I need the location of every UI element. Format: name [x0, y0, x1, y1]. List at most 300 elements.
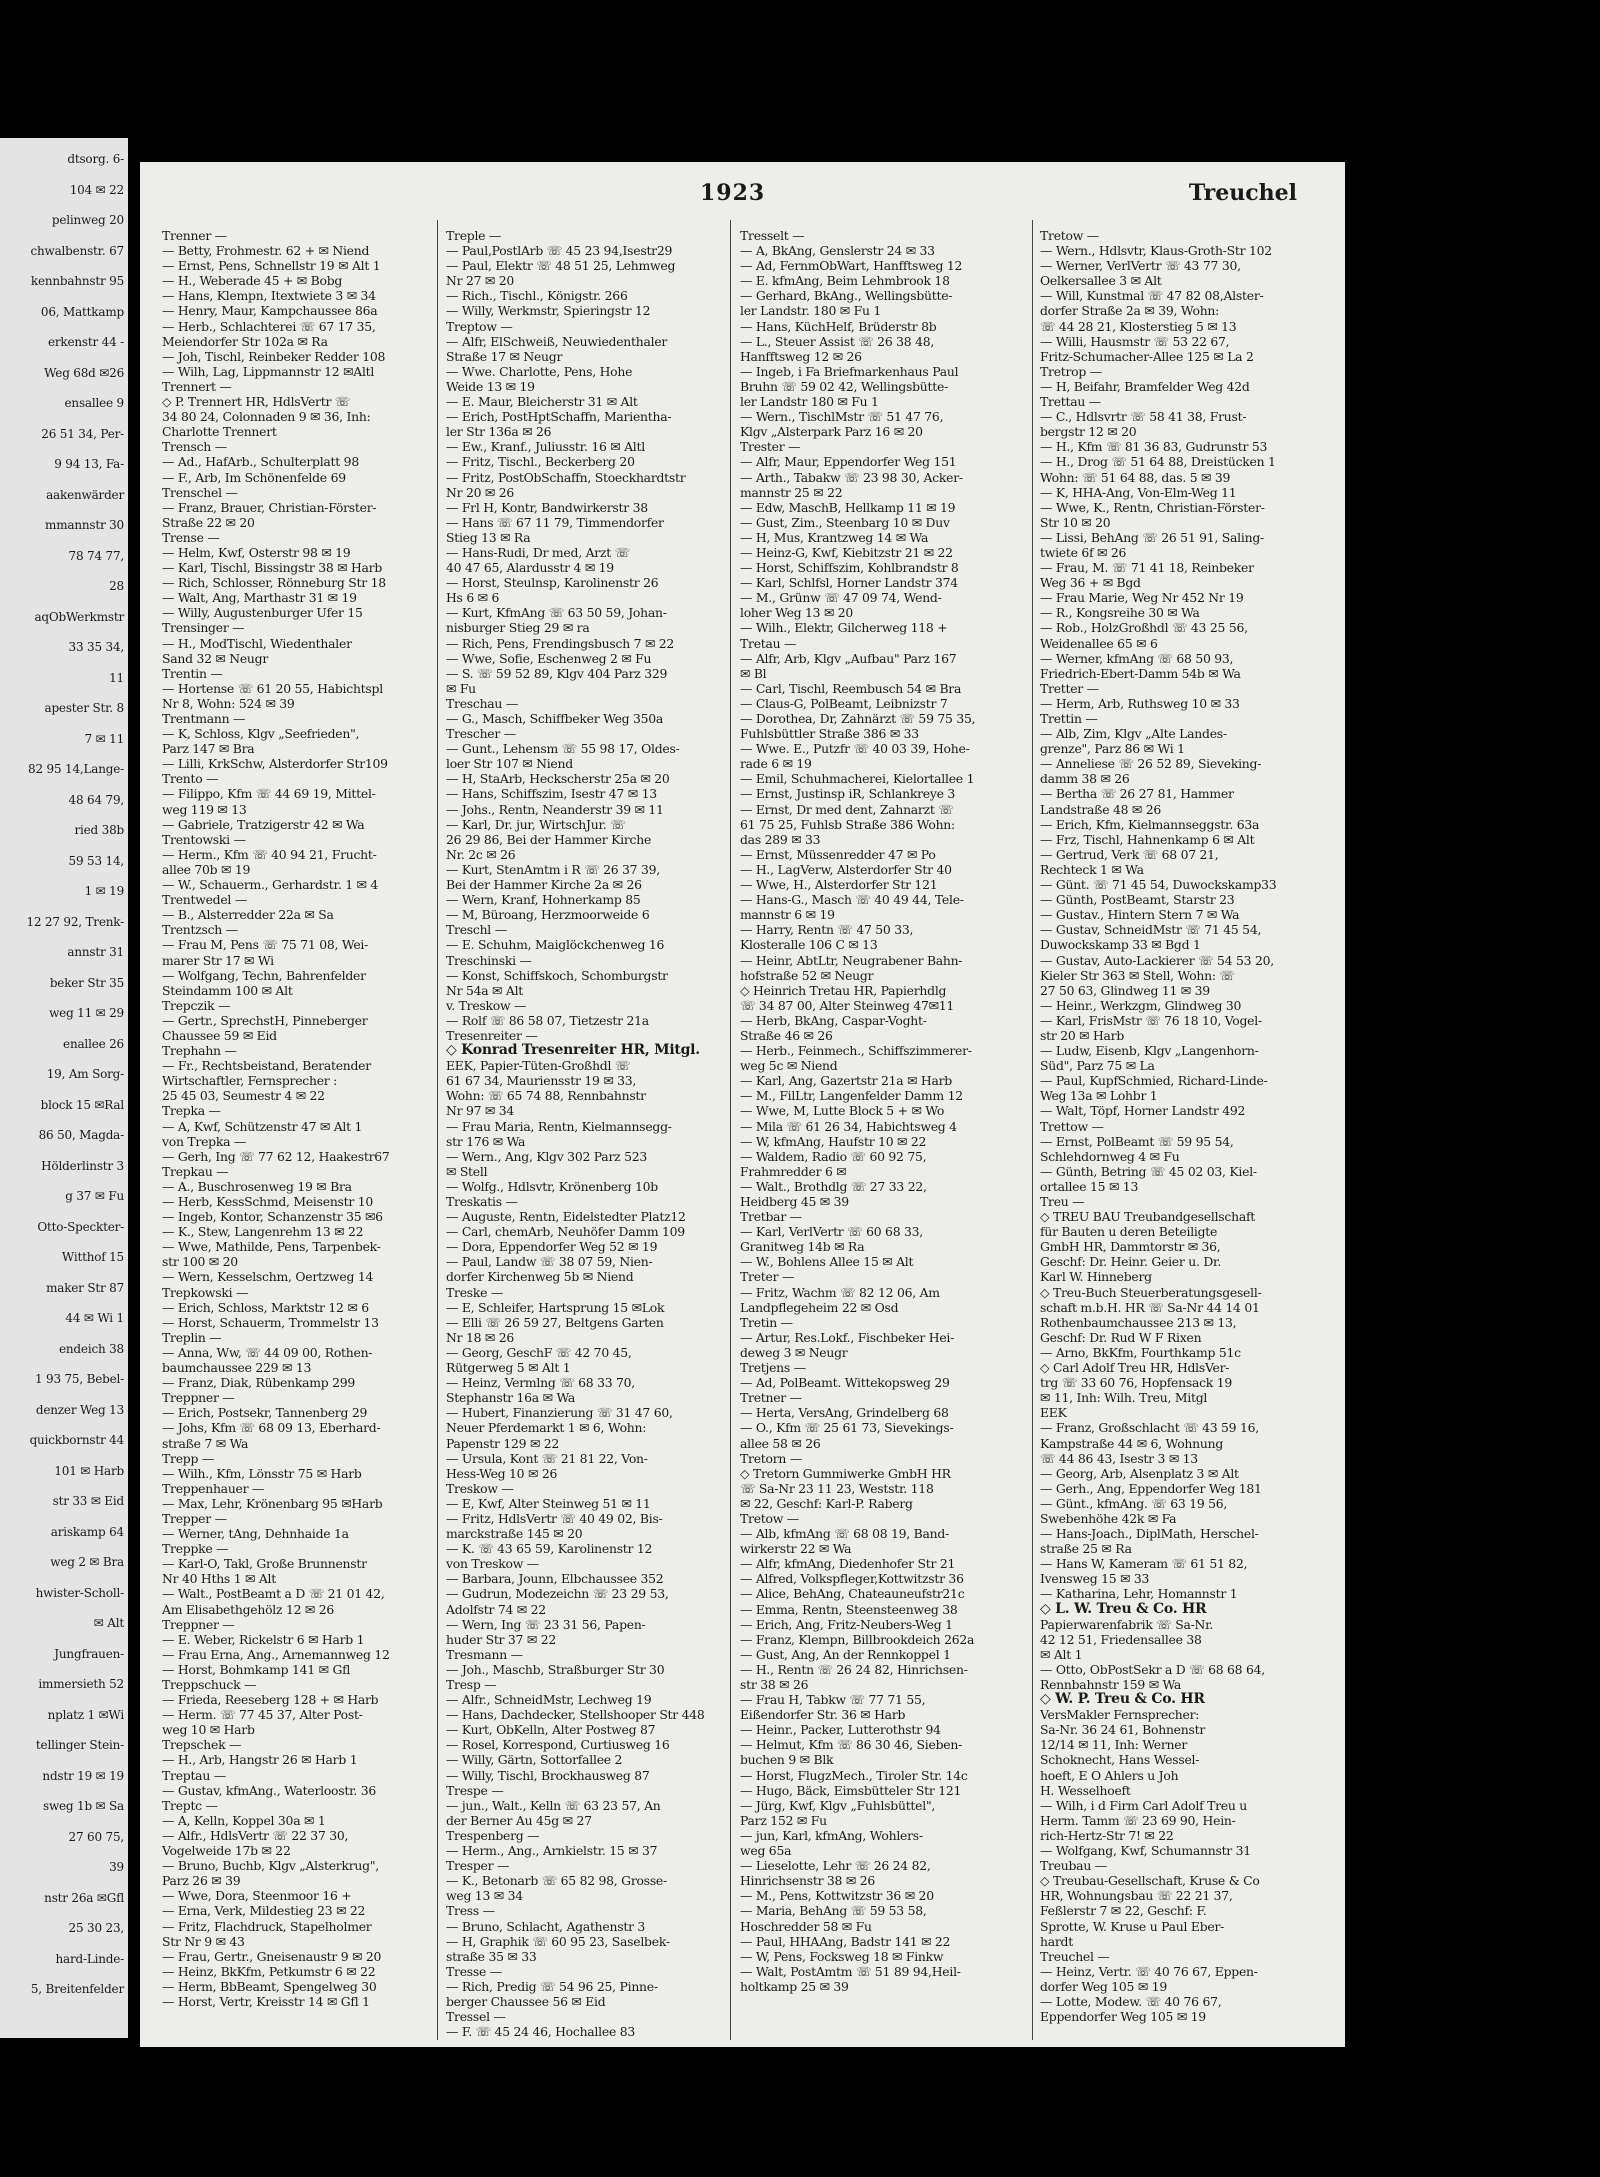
directory-entry-line: — Herb, KessSchmd, Meisenstr 10 — [162, 1194, 374, 1209]
adjacent-page-text: tellinger Stein- — [35, 1738, 124, 1752]
directory-entry-line: — Hans ☏ 67 11 79, Timmendorfer — [446, 514, 664, 530]
directory-entry-line: Straße 22 ✉ 20 — [162, 514, 255, 530]
directory-entry-line: — Gerhard, BkAng., Wellingsbütte- — [740, 288, 953, 304]
adjacent-page-text: kennbahnstr 95 — [30, 274, 124, 288]
adjacent-page-text: 59 53 14, — [68, 853, 124, 868]
directory-entry-line: — Fritz, Tischl., Beckerberg 20 — [446, 454, 635, 470]
directory-entry-line: — Alb, Zim, Klgv „Alte Landes- — [1040, 726, 1227, 742]
directory-entry-line: Kampstraße 44 ✉ 6, Wohnung — [1040, 1435, 1224, 1451]
directory-entry-line: Bei der Hammer Kirche 2a ✉ 26 — [446, 877, 642, 893]
directory-entry-line: — Wolfgang, Techn, Bahrenfelder — [162, 967, 366, 983]
directory-entry-line: — Frau M, Pens ☏ 75 71 08, Wei- — [162, 937, 369, 953]
adjacent-page-text: ✉ Alt — [93, 1616, 124, 1630]
directory-entry-line: 12/14 ✉ 11, Inh: Werner — [1040, 1737, 1188, 1753]
directory-entry-line: — Fritz, PostObSchaffn, Stoeckhardtstr — [446, 469, 686, 485]
directory-entry-line: — M., Pens, Kottwitzstr 36 ✉ 20 — [740, 1888, 934, 1904]
directory-entry-line: — Alfr., HdlsVertr ☏ 22 37 30, — [162, 1827, 349, 1843]
directory-entry-line: — Wolfg., Hdlsvtr, Krönenberg 10b — [446, 1178, 658, 1194]
directory-entry-line: 61 75 25, Fuhlsb Straße 386 Wohn: — [740, 816, 955, 832]
directory-entry-line: — Artur, Res.Lokf., Fischbeker Hei- — [740, 1329, 955, 1345]
directory-entry-line: — Rich, Schlosser, Rönneburg Str 18 — [162, 575, 386, 591]
directory-entry-line: — Dorothea, Dr, Zahnärzt ☏ 59 75 35, — [740, 711, 976, 726]
directory-entry-line: Trensch — — [162, 439, 227, 455]
directory-entry-line: straße 7 ✉ Wa — [162, 1435, 249, 1451]
directory-entry-line: — F. ☏ 45 24 46, Hochallee 83 — [446, 2024, 635, 2040]
adjacent-page-text: 19, Am Sorg- — [46, 1067, 124, 1081]
directory-entry-line: — Harry, Rentn ☏ 47 50 33, — [740, 922, 914, 938]
directory-entry-line: 25 45 03, Seumestr 4 ✉ 22 — [162, 1088, 325, 1104]
directory-entry-line: Tresselt — — [740, 228, 805, 243]
directory-entry-line: — Franz, Klempn, Billbrookdeich 262a — [740, 1631, 975, 1647]
directory-entry-line: — Maria, BehAng ☏ 59 53 58, — [740, 1903, 927, 1919]
directory-entry-line: — Gertrud, Verk ☏ 68 07 21, — [1040, 846, 1219, 862]
directory-entry-line: Treppner — — [162, 1616, 235, 1632]
directory-entry-line: — H., Drog ☏ 51 64 88, Dreistücken 1 — [1040, 454, 1276, 470]
directory-entry-line: — Frau Marie, Weg Nr 452 Nr 19 — [1040, 590, 1244, 606]
directory-entry-line: — Gertr., SprechstH, Pinneberger — [162, 1012, 368, 1028]
directory-entry-line: allee 58 ✉ 26 — [740, 1435, 821, 1451]
adjacent-page-text: 7 ✉ 11 — [84, 731, 124, 746]
directory-entry-line: str 38 ✉ 26 — [740, 1677, 809, 1692]
directory-entry-line: — Carl, chemArb, Neuhöfer Damm 109 — [446, 1224, 685, 1240]
directory-entry-line: deweg 3 ✉ Neugr — [740, 1344, 848, 1360]
directory-entry-line: — W, kfmAng, Haufstr 10 ✉ 22 — [740, 1133, 927, 1149]
directory-entry-line: — A, Kelln, Koppel 30a ✉ 1 — [162, 1812, 326, 1828]
directory-entry-line: ✉ 11, Inh: Wilh. Treu, Mitgl — [1040, 1390, 1208, 1406]
directory-entry-line: — Gerh, Ing ☏ 77 62 12, Haakestr67 — [162, 1148, 390, 1164]
directory-entry-line: — Mila ☏ 61 26 34, Habichtsweg 4 — [740, 1118, 957, 1134]
directory-entry-line: — K., Stew, Langenrehm 13 ✉ 22 — [162, 1224, 364, 1240]
directory-entry-line: — Hans, KüchHelf, Brüderstr 8b — [740, 318, 937, 334]
directory-entry-line: bergstr 12 ✉ 20 — [1040, 424, 1137, 440]
directory-entry-line: — M., FilLtr, Langenfelder Damm 12 — [740, 1088, 963, 1104]
directory-entry-line: — Wwe. E., Putzfr ☏ 40 03 39, Hohe- — [740, 741, 970, 757]
directory-entry-line: — Wern., TischlMstr ☏ 51 47 76, — [740, 409, 944, 425]
directory-entry-line: Geschf: Dr. Rud W F Rixen — [1040, 1329, 1202, 1345]
adjacent-page-text: ried 38b — [74, 823, 124, 837]
directory-entry-line: Nr 18 ✉ 26 — [446, 1329, 514, 1345]
directory-entry-line: — Gustav, Auto-Lackierer ☏ 54 53 20, — [1040, 952, 1274, 968]
directory-entry-line: Treschau — — [446, 695, 518, 711]
directory-entry-line: Trepp — — [162, 1450, 214, 1466]
adjacent-page-text: 86 50, Magda- — [38, 1128, 124, 1142]
directory-entry-line: Trentwedel — — [162, 892, 247, 908]
directory-entry-line: Tresmann — — [446, 1646, 523, 1662]
adjacent-page-text: enallee 26 — [63, 1036, 124, 1051]
directory-entry-line: Treptau — — [162, 1767, 226, 1783]
adjacent-page-text: 12 27 92, Trenk- — [26, 914, 124, 929]
directory-entry-line: — Claus-G, PolBeamt, Leibnizstr 7 — [740, 695, 948, 711]
directory-entry-line: — Hans W, Kameram ☏ 61 51 82, — [1040, 1556, 1248, 1572]
directory-entry-line: loer Str 107 ✉ Niend — [446, 756, 573, 772]
directory-entry-line: Rechteck 1 ✉ Wa — [1040, 861, 1144, 877]
directory-entry-line: ◇ Treubau-Gesellschaft, Kruse & Co — [1040, 1873, 1260, 1889]
directory-entry-line: — Rolf ☏ 86 58 07, Tietzestr 21a — [446, 1012, 649, 1028]
adjacent-page-text: pelinweg 20 — [51, 213, 124, 227]
directory-entry-line: — Hans-Joach., DiplMath, Herschel- — [1040, 1526, 1259, 1542]
directory-entry-line: Oelkersallee 3 ✉ Alt — [1040, 273, 1162, 289]
directory-entry-line: — Ludw, Eisenb, Klgv „Langenhorn- — [1040, 1043, 1259, 1059]
directory-entry-line: — Herm, BbBeamt, Spengelweg 30 — [162, 1978, 377, 1994]
directory-entry-line: — Wern, Kesselschm, Oertzweg 14 — [162, 1269, 374, 1285]
directory-entry-line: — Wern., Ang, Klgv 302 Parz 523 — [446, 1148, 647, 1164]
directory-entry-line: — Willy, Augustenburger Ufer 15 — [162, 605, 363, 621]
directory-entry-line: — Willi, Hausmstr ☏ 53 22 67, — [1040, 333, 1230, 349]
directory-entry-line: Trespenberg — — [446, 1827, 540, 1843]
directory-entry-line: — Kurt, ObKelln, Alter Postweg 87 — [446, 1722, 656, 1738]
directory-entry-line: Weide 13 ✉ 19 — [446, 378, 535, 394]
directory-entry-line: Wirtschaftler, Fernsprecher : — [162, 1073, 338, 1089]
directory-entry-line: — Willy, Gärtn, Sottorfallee 2 — [446, 1752, 623, 1768]
directory-entry-line: — Hubert, Finanzierung ☏ 31 47 60, — [446, 1405, 673, 1421]
directory-entry-line: — Horst, FlugzMech., Tiroler Str. 14c — [740, 1767, 968, 1783]
directory-entry-line: Tretner — — [740, 1390, 802, 1406]
directory-entry-line: — L., Steuer Assist ☏ 26 38 48, — [740, 333, 935, 349]
directory-entry-line: — Johs., Rentn, Neanderstr 39 ✉ 11 — [446, 801, 664, 817]
directory-entry-line: Treske — — [446, 1284, 504, 1300]
directory-entry-line: — Wilh., Kfm, Lönsstr 75 ✉ Harb — [162, 1465, 362, 1481]
directory-entry-line: EEK — [1040, 1405, 1067, 1421]
directory-entry-line: Trepkowski — — [162, 1284, 249, 1300]
directory-entry-line: — Gust, Zim., Steenbarg 10 ✉ Duv — [740, 514, 950, 530]
directory-entry-line: — R., Kongsreihe 30 ✉ Wa — [1040, 605, 1200, 621]
directory-entry-line: — Joh., Maschb, Straßburger Str 30 — [446, 1661, 665, 1677]
directory-entry-line: — Georg, Arb, Alsenplatz 3 ✉ Alt — [1040, 1465, 1239, 1481]
directory-entry-line: — Katharina, Lehr, Homannstr 1 — [1040, 1586, 1238, 1602]
directory-entry-line: str 20 ✉ Harb — [1040, 1027, 1125, 1043]
directory-entry-line: — Franz, Diak, Rübenkamp 299 — [162, 1375, 356, 1391]
directory-entry-line: — Heinz-G, Kwf, Kiebitzstr 21 ✉ 22 — [740, 544, 953, 560]
column-divider — [730, 220, 731, 2040]
directory-entry-line: huder Str 37 ✉ 22 — [446, 1631, 556, 1647]
directory-entry-line: ◇ TREU BAU Treubandgesellschaft — [1040, 1209, 1256, 1225]
directory-entry-line: — Ernst, Dr med dent, Zahnarzt ☏ — [740, 801, 954, 817]
adjacent-page-text: Weg 68d ✉26 — [44, 365, 124, 380]
directory-entry-line: Tressel — — [446, 2009, 506, 2025]
directory-entry-line: — Ernst, Pens, Schnellstr 19 ✉ Alt 1 — [162, 258, 381, 274]
directory-entry-line: ler Landstr. 180 ✉ Fu 1 — [740, 303, 882, 319]
adjacent-page-text: 78 74 77, — [68, 548, 124, 563]
adjacent-page-text: sweg 1b ✉ Sa — [42, 1799, 124, 1813]
directory-entry-line: — Bertha ☏ 26 27 81, Hammer — [1040, 786, 1234, 802]
directory-entry-line: ◇ W. P. Treu & Co. HR — [1040, 1692, 1205, 1708]
directory-entry-line: — Lissi, BehAng ☏ 26 51 91, Saling- — [1040, 529, 1264, 545]
directory-entry-line: — Alfr, Maur, Eppendorfer Weg 151 — [740, 454, 957, 470]
directory-entry-line: — Hans, Dachdecker, Stellshooper Str 448 — [446, 1707, 705, 1723]
adjacent-page-text: ensallee 9 — [64, 396, 124, 410]
directory-entry-line: — Frau, Gertr., Gneisenaustr 9 ✉ 20 — [162, 1948, 382, 1964]
directory-entry-line: mannstr 25 ✉ 22 — [740, 484, 843, 500]
directory-entry-line: ✉ 22, Geschf: Karl-P. Raberg — [740, 1495, 913, 1511]
directory-entry-line: — Erich, Ang, Fritz-Neubers-Weg 1 — [740, 1616, 953, 1632]
directory-entry-line: buchen 9 ✉ Blk — [740, 1752, 834, 1768]
directory-entry-line: Tretbar — — [740, 1209, 802, 1225]
directory-entry-line: — Werner, tAng, Dehnhaide 1a — [162, 1526, 349, 1542]
adjacent-page-text: 1 93 75, Bebel- — [34, 1372, 124, 1386]
adjacent-page-text: beker Str 35 — [49, 975, 124, 990]
directory-entry-line: — Hortense ☏ 61 20 55, Habichtspl — [162, 680, 383, 696]
directory-entry-line: — Waldem, Radio ☏ 60 92 75, — [740, 1148, 927, 1164]
directory-entry-line: ☏ 44 28 21, Klosterstieg 5 ✉ 13 — [1040, 318, 1237, 334]
directory-entry-line: — Arno, BkKfm, Fourthkamp 51c — [1040, 1344, 1241, 1360]
directory-entry-line: Weg 36 + ✉ Bgd — [1040, 575, 1141, 591]
directory-entry-line: Treppke — — [162, 1541, 229, 1557]
directory-entry-line: Trescher — — [446, 726, 516, 742]
directory-entry-line: — E. kfmAng, Beim Lehmbrook 18 — [740, 273, 950, 289]
running-head: Treuchel — [1188, 180, 1297, 206]
directory-entry-line: weg 65a — [740, 1843, 792, 1859]
directory-entry-line: Trepczik — — [162, 997, 231, 1013]
directory-entry-line: Treppschuck — — [162, 1677, 257, 1692]
directory-entry-line: Trepkau — — [162, 1163, 229, 1179]
directory-entry-line: Tretin — — [740, 1314, 793, 1330]
directory-entry-line: Trennert — — [162, 378, 232, 394]
directory-entry-line: nisburger Stieg 29 ✉ ra — [446, 620, 590, 636]
directory-entry-line: twiete 6f ✉ 26 — [1040, 544, 1127, 560]
directory-entry-line: — Lilli, KrkSchw, Alsterdorfer Str109 — [162, 756, 388, 772]
adjacent-page-text: weg 2 ✉ Bra — [50, 1555, 124, 1569]
directory-entry-line: Karl W. Hinneberg — [1040, 1269, 1152, 1285]
directory-entry-line: — Hans-G., Masch ☏ 40 49 44, Tele- — [740, 892, 964, 908]
directory-entry-line: Schoknecht, Hans Wessel- — [1040, 1752, 1200, 1768]
directory-entry-line: — Jürg, Kwf, Klgv „Fuhlsbüttel", — [740, 1797, 936, 1813]
directory-entry-line: — W, Pens, Focksweg 18 ✉ Finkw — [740, 1948, 944, 1964]
directory-entry-line: — H, StaArb, Heckscherstr 25a ✉ 20 — [446, 771, 670, 787]
directory-entry-line: — Wwe, Dora, Steenmoor 16 + — [162, 1888, 352, 1904]
directory-entry-line: — Ad, PolBeamt. Wittekopsweg 29 — [740, 1375, 950, 1391]
directory-entry-line: — E, Schleifer, Hartsprung 15 ✉Lok — [446, 1299, 665, 1315]
directory-entry-line: — Günt., kfmAng. ☏ 63 19 56, — [1040, 1495, 1228, 1511]
directory-entry-line: — Arth., Tabakw ☏ 23 98 30, Acker- — [740, 469, 963, 485]
adjacent-page-text: 82 95 14,Lange- — [28, 762, 124, 776]
directory-entry-line: — Hans, Klempn, Itextwiete 3 ✉ 34 — [162, 288, 376, 304]
directory-entry-line: — Karl, Schlfsl, Horner Landstr 374 — [740, 575, 958, 591]
directory-entry-line: holtkamp 25 ✉ 39 — [740, 1978, 849, 1994]
directory-entry-line: ✉ Stell — [446, 1163, 488, 1179]
directory-entry-line: straße 25 ✉ Ra — [1040, 1541, 1132, 1557]
directory-entry-line: für Bauten u deren Beteiligte — [1040, 1224, 1218, 1240]
adjacent-page-text: block 15 ✉Ral — [40, 1097, 124, 1112]
adjacent-page-text: endeich 38 — [59, 1341, 124, 1356]
directory-entry-line: — Georg, GeschF ☏ 42 70 45, — [446, 1344, 632, 1360]
directory-entry-line: Treschl — — [446, 922, 507, 938]
directory-entry-line: ◇ Tretorn Gummiwerke GmbH HR — [740, 1465, 951, 1481]
adjacent-page-text: 44 ✉ Wi 1 — [65, 1311, 124, 1325]
directory-entry-line: — W., Bohlens Allee 15 ✉ Alt — [740, 1254, 914, 1270]
directory-entry-line: ☏ 34 87 00, Alter Steinweg 47✉11 — [740, 997, 955, 1013]
directory-entry-line: Trepper — — [162, 1510, 227, 1526]
directory-entry-line: — Wilh., Elektr, Gilcherweg 118 + — [740, 620, 948, 636]
directory-entry-line: — A, Kwf, Schützenstr 47 ✉ Alt 1 — [162, 1118, 363, 1134]
directory-entry-line: Rothenbaumchaussee 213 ✉ 13, — [1040, 1314, 1237, 1330]
directory-entry-line: Parz 152 ✉ Fu — [740, 1812, 827, 1828]
directory-entry-line: — Ernst, PolBeamt ☏ 59 95 54, — [1040, 1133, 1234, 1149]
directory-entry-line: v. Treskow — — [446, 997, 527, 1013]
directory-entry-line: Trettau — — [1040, 394, 1101, 410]
directory-entry-line: hardt — [1040, 1933, 1073, 1949]
directory-entry-line: Trenschel — — [162, 484, 238, 500]
directory-entry-line: — Max, Lehr, Krönenbarg 95 ✉Harb — [162, 1495, 383, 1511]
directory-entry-line: Trense — — [162, 529, 220, 545]
directory-entry-line: Trepka — — [162, 1103, 221, 1119]
directory-entry-line: dorfer Weg 105 ✉ 19 — [1040, 1978, 1167, 1994]
directory-entry-line: — A., Buschrosenweg 19 ✉ Bra — [162, 1178, 352, 1194]
directory-entry-line: der Berner Au 45g ✉ 27 — [446, 1812, 592, 1828]
directory-entry-line: ☏ Sa-Nr 23 11 23, Weststr. 118 — [740, 1480, 934, 1496]
adjacent-page-text: 101 ✉ Harb — [54, 1463, 124, 1478]
directory-entry-line: Klgv „Alsterpark Parz 16 ✉ 20 — [740, 424, 923, 440]
directory-entry-line: Tretjens — — [740, 1360, 806, 1376]
directory-entry-line: — K., Betonarb ☏ 65 82 98, Grosse- — [446, 1873, 667, 1889]
directory-entry-line: — H, Graphik ☏ 60 95 23, Saselbek- — [446, 1933, 670, 1949]
adjacent-page-text: apester Str. 8 — [44, 701, 124, 715]
adjacent-page-text: 104 ✉ 22 — [69, 182, 124, 197]
directory-entry-line: damm 38 ✉ 26 — [1040, 771, 1130, 787]
directory-entry-line: Landpflegeheim 22 ✉ Osd — [740, 1299, 899, 1315]
directory-entry-line: hoeft, E O Ahlers u Joh — [1040, 1767, 1179, 1783]
directory-entry-line: — jun, Karl, kfmAng, Wohlers- — [740, 1827, 923, 1843]
directory-entry-line: Trentowski — — [162, 831, 246, 847]
directory-entry-line: ◇ Konrad Tresenreiter HR, Mitgl. — [446, 1043, 700, 1059]
directory-entry-line: Trentmann — — [162, 711, 246, 726]
directory-entry-line: Nr. 2c ✉ 26 — [446, 846, 516, 862]
directory-entry-line: — Hans-Rudi, Dr med, Arzt ☏ — [446, 544, 630, 560]
directory-entry-line: Parz 147 ✉ Bra — [162, 741, 255, 757]
adjacent-page-text: g 37 ✉ Fu — [65, 1189, 124, 1203]
directory-entry-line: rich-Hertz-Str 7! ✉ 22 — [1040, 1827, 1174, 1843]
directory-entry-line: straße 35 ✉ 33 — [446, 1948, 537, 1964]
adjacent-page-text: weg 11 ✉ 29 — [49, 1006, 124, 1020]
directory-entry-line: — Wwe, M, Lutte Block 5 + ✉ Wo — [740, 1103, 945, 1119]
directory-entry-line: — Karl-O, Takl, Große Brunnenstr — [162, 1556, 367, 1572]
directory-entry-line: ler Landstr 180 ✉ Fu 1 — [740, 394, 879, 410]
directory-entry-line: — Hans, Schiffszim, Isestr 47 ✉ 13 — [446, 786, 657, 802]
directory-entry-line: marer Str 17 ✉ Wi — [162, 952, 274, 968]
directory-entry-line: — Ad, FernmObWart, Hanfftsweg 12 — [740, 258, 963, 274]
directory-entry-line: Treu — — [1040, 1194, 1085, 1209]
directory-entry-line: — C., Hdlsvrtr ☏ 58 41 38, Frust- — [1040, 409, 1247, 425]
directory-entry-line: — Walt., PostBeamt a D ☏ 21 01 42, — [162, 1586, 385, 1602]
directory-entry-line: — Herb, BkAng, Caspar-Voght- — [740, 1012, 927, 1028]
directory-entry-line: — Frau, M. ☏ 71 41 18, Reinbeker — [1040, 560, 1254, 576]
adjacent-page-text: mmannstr 30 — [45, 518, 124, 532]
directory-entry-line: — Heinz, Vertr. ☏ 40 76 67, Eppen- — [1040, 1963, 1258, 1979]
directory-entry-line: Hs 6 ✉ 6 — [446, 590, 500, 606]
directory-entry-line: — Frau H, Tabkw ☏ 77 71 55, — [740, 1692, 926, 1708]
directory-entry-line: Nr 54a ✉ Alt — [446, 982, 524, 998]
directory-entry-line: Nr 20 ✉ 26 — [446, 484, 514, 500]
directory-entry-line: 61 67 34, Mauriensstr 19 ✉ 33, — [446, 1073, 637, 1089]
directory-entry-line: mannstr 6 ✉ 19 — [740, 907, 835, 923]
directory-entry-line: — Gust, Ang, An der Rennkoppel 1 — [740, 1646, 951, 1662]
directory-entry-line: — Rosel, Korrespond, Curtiusweg 16 — [446, 1737, 670, 1753]
adjacent-page-text: Hölderlinstr 3 — [41, 1158, 124, 1173]
directory-entry-line: — Erich, Postsekr, Tannenberg 29 — [162, 1405, 368, 1421]
directory-entry-line: allee 70b ✉ 19 — [162, 861, 251, 877]
directory-entry-line: — Auguste, Rentn, Eidelstedter Platz12 — [446, 1209, 686, 1225]
directory-entry-line: — M, Büroang, Herzmoorweide 6 — [446, 907, 650, 923]
directory-column-3 — [740, 228, 1010, 1994]
directory-entry-line: Feßlerstr 7 ✉ 22, Geschf: F. — [1040, 1903, 1207, 1919]
adjacent-page-text: dtsorg. 6- — [67, 152, 124, 166]
directory-entry-line: Sa-Nr. 36 24 61, Bohnenstr — [1040, 1722, 1205, 1738]
directory-entry-line: — Horst, Schiffszim, Kohlbrandstr 8 — [740, 560, 959, 576]
directory-entry-line: Hess-Weg 10 ✉ 26 — [446, 1465, 558, 1481]
directory-entry-line: — Wern, Ing ☏ 23 31 56, Papen- — [446, 1616, 646, 1632]
directory-entry-line: weg 13 ✉ 34 — [446, 1888, 523, 1904]
directory-entry-line: Charlotte Trennert — [162, 424, 277, 440]
directory-entry-line: Adolfstr 74 ✉ 22 — [446, 1601, 546, 1617]
directory-entry-line: Frahmredder 6 ✉ — [740, 1163, 847, 1179]
directory-entry-line: Tretow — — [740, 1510, 799, 1526]
directory-entry-line: weg 10 ✉ Harb — [162, 1722, 255, 1738]
directory-entry-line: — Franz, Brauer, Christian-Förster- — [162, 499, 377, 515]
directory-entry-line: — Herta, VersAng, Grindelberg 68 — [740, 1405, 949, 1421]
directory-entry-line: — Günth, PostBeamt, Starstr 23 — [1040, 892, 1235, 908]
directory-entry-line: weg 5c ✉ Niend — [740, 1058, 838, 1074]
directory-entry-line: — Alfr, ElSchweiß, Neuwiedenthaler — [446, 333, 668, 349]
directory-entry-line: — Wwe, Mathilde, Pens, Tarpenbek- — [162, 1239, 381, 1255]
directory-entry-line: Trephahn — — [162, 1043, 237, 1059]
directory-entry-line: Tress — — [446, 1903, 495, 1919]
directory-entry-line: Rennbahnstr 159 ✉ Wa — [1040, 1677, 1182, 1692]
directory-entry-line: — E. Schuhm, Maiglöckchenweg 16 — [446, 937, 665, 953]
directory-entry-line: — Ingeb, i Fa Briefmarkenhaus Paul — [740, 363, 959, 379]
directory-entry-line: — H, Beifahr, Bramfelder Weg 42d — [1040, 378, 1250, 394]
directory-entry-line: — Gunt., Lehensm ☏ 55 98 17, Oldes- — [446, 741, 680, 757]
directory-entry-line: — H, Mus, Krantzweg 14 ✉ Wa — [740, 529, 929, 545]
directory-entry-line: — Barbara, Jounn, Elbchaussee 352 — [446, 1571, 664, 1587]
directory-entry-line: str 176 ✉ Wa — [446, 1133, 526, 1149]
adjacent-page-text: Witthof 15 — [61, 1250, 124, 1264]
directory-entry-line: — Horst, Vertr, Kreisstr 14 ✉ Gfl 1 — [162, 1993, 370, 2009]
adjacent-page-text: 27 60 75, — [68, 1829, 124, 1844]
directory-entry-line: Weg 13a ✉ Lohbr 1 — [1040, 1088, 1158, 1104]
directory-entry-line: Treppenhauer — — [162, 1480, 265, 1496]
directory-entry-line: — Joh, Tischl, Reinbeker Redder 108 — [162, 348, 386, 364]
directory-entry-line: ✉ Fu — [446, 680, 476, 696]
adjacent-page-text: aqObWerkmstr — [34, 609, 124, 624]
directory-entry-line: — Erna, Verk, Mildestieg 23 ✉ 22 — [162, 1903, 366, 1919]
directory-entry-line: Treptc — — [162, 1797, 218, 1813]
directory-entry-line: — Herm, Arb, Ruthsweg 10 ✉ 33 — [1040, 695, 1240, 711]
directory-entry-line: — Karl, Ang, Gazertstr 21a ✉ Harb — [740, 1073, 952, 1089]
directory-entry-line: — Wwe, Sofie, Eschenweg 2 ✉ Fu — [446, 650, 652, 666]
adjacent-page-text: 33 35 34, — [68, 640, 124, 654]
directory-entry-line: — Heinz, Vermlng ☏ 68 33 70, — [446, 1375, 635, 1391]
directory-entry-line: — Wwe, H., Alsterdorfer Str 121 — [740, 877, 938, 893]
directory-entry-line: — Frz, Tischl, Hahnenkamp 6 ✉ Alt — [1040, 831, 1255, 847]
directory-entry-line: — Bruno, Schlacht, Agathenstr 3 — [446, 1918, 646, 1934]
directory-entry-line: Tretter — — [1040, 680, 1099, 696]
directory-entry-line: Wohn: ☏ 65 74 88, Rennbahnstr — [446, 1088, 646, 1104]
directory-entry-line: das 289 ✉ 33 — [740, 831, 821, 847]
directory-entry-line: — S. ☏ 59 52 89, Klgv 404 Parz 329 — [446, 665, 668, 681]
directory-entry-line: Landstraße 48 ✉ 26 — [1040, 801, 1162, 817]
directory-entry-line: — Johs, Kfm ☏ 68 09 13, Eberhard- — [162, 1420, 381, 1436]
directory-entry-line: — A, BkAng, Genslerstr 24 ✉ 33 — [740, 243, 935, 259]
adjacent-page-text: maker Str 87 — [46, 1280, 124, 1295]
directory-entry-line: — Frieda, Reeseberg 128 + ✉ Harb — [162, 1692, 379, 1708]
directory-entry-line: Trettin — — [1040, 711, 1098, 726]
directory-entry-line: ✉ Alt 1 — [1040, 1646, 1083, 1662]
directory-entry-line: hofstraße 52 ✉ Neugr — [740, 967, 874, 983]
directory-entry-line: — Gustav, SchneidMstr ☏ 71 45 54, — [1040, 922, 1262, 938]
directory-entry-line: Am Elisabethgehölz 12 ✉ 26 — [162, 1601, 335, 1617]
directory-entry-line: — Bruno, Buchb, Klgv „Alsterkrug", — [162, 1858, 379, 1874]
directory-entry-line: schaft m.b.H. HR ☏ Sa-Nr 44 14 01 — [1040, 1299, 1260, 1315]
directory-entry-line: — Karl, Dr. jur, WirtschJur. ☏ — [446, 816, 626, 832]
